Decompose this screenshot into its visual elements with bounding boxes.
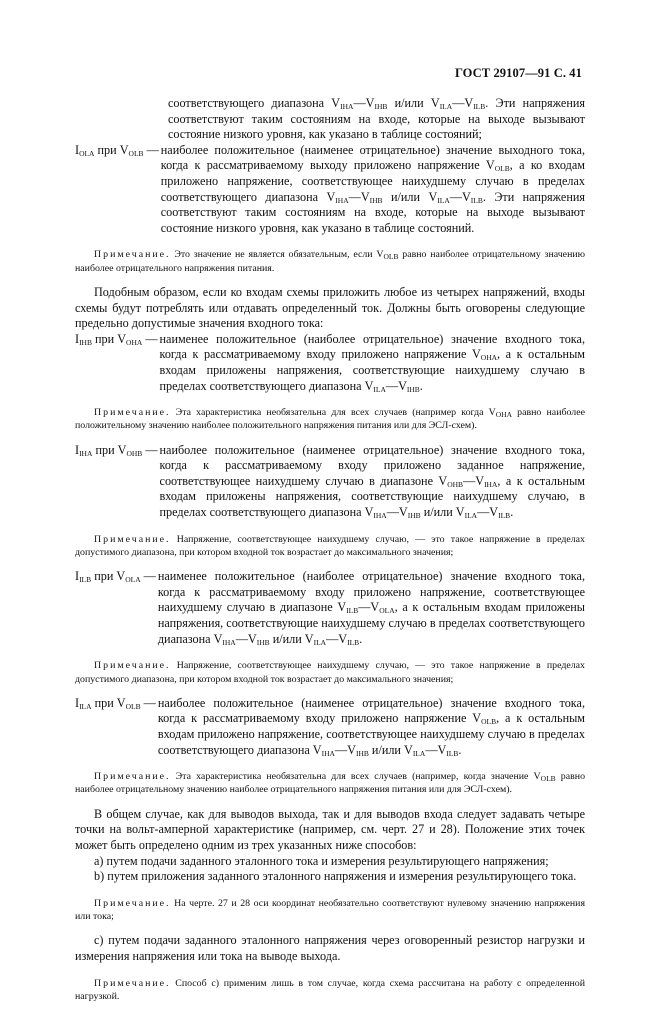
note-label: Примечание. xyxy=(94,407,171,419)
note-text: Это значение не является обязательным, если $V_{OLB}$ равно наиболее отрицательному значению наиболее отрицательного напряжения питания. xyxy=(75,249,586,274)
subscript: OLB xyxy=(383,252,399,262)
subscript: IHB xyxy=(79,337,92,347)
note-text: Напряжение, соответствующее наихудшему случаю, — это такое напряжение в пределах допустимого диапазона, при котором входной ток возрастает до максимального значения; xyxy=(75,660,585,685)
note-label: Примечание. xyxy=(94,660,171,672)
paragraph-continuation: соответствующего диапазона $V_{IHA}—V_{IHB}$ и/или $V_{ILA}—V_{ILB}$. Эти напряжения соответствуют таким состояниям на входе, которые на выходе вызывают состояние низкого уровня, как указано в таблице состояний; xyxy=(168,96,585,142)
list-item-a: а) путем подачи заданного эталонного тока и измерения результирующего напряжения; xyxy=(94,853,549,868)
subscript: OLB xyxy=(481,717,497,727)
subscript: IHB xyxy=(407,511,421,521)
definition-iilb xyxy=(75,569,585,647)
subscript: IHA xyxy=(79,448,93,458)
subscript: OLB xyxy=(494,164,510,174)
subscript: ILB xyxy=(473,102,486,111)
subscript: OLA xyxy=(379,606,395,616)
definition-text: наименее положительное (наиболее отрицательное) значение входного тока, когда к рассматриваемому входу приложено напряжение, соответствующее наихудшему случаю в диапазоне $V_{ILB}—V_{OLA}$, а к остальным входам приложены напряжения, соответствующие наихудшему случаю в пределах соответствующего диапазона $V_{IHA}—V_{IHB}$ и/или $V_{ILA}—V_{ILB}$. xyxy=(157,569,585,647)
note xyxy=(75,977,585,1004)
definition-term: $I_{OLA}$ при $V_{OLB}$ — xyxy=(75,142,159,158)
subscript: ILB xyxy=(446,748,459,758)
subscript: ILA xyxy=(464,511,478,521)
subscript: IHB xyxy=(406,384,420,394)
definition-iiha xyxy=(75,443,585,521)
subscript: ILB xyxy=(346,606,359,616)
note-text: На черте. 27 и 28 оси координат необязательно соответствуют нулевому значению напряжения или тока; xyxy=(75,897,585,923)
subscript: IHA xyxy=(373,511,387,521)
note-label: Примечание. xyxy=(94,897,171,909)
note-label: Примечание. xyxy=(94,533,171,545)
subscript: OLA xyxy=(79,148,95,158)
subscript: OLA xyxy=(125,575,141,585)
note xyxy=(75,770,585,797)
subscript: OHA xyxy=(495,410,513,420)
subscript: OLB xyxy=(540,774,556,784)
list-item-b: b) путем приложения заданного эталонного напряжения и измерения результирующего тока. xyxy=(94,869,577,884)
definition-iila xyxy=(75,696,585,758)
note-label: Примечание. xyxy=(94,249,171,261)
subscript: ILB xyxy=(347,637,360,647)
subscript: IHA xyxy=(222,637,236,647)
subscript: IHB xyxy=(355,748,369,758)
note xyxy=(75,533,585,560)
note xyxy=(75,248,585,275)
definition-text: наиболее положительное (наименее отрицательное) значение выходного тока, когда к рассматриваемому выходу приложено напряжение $V_{OLB}$, а ко входам приложено напряжение, соответствующее наихудшему случаю в пределах соответствующего диапазона $V_{IHA}—V_{IHB}$ и/или $V_{ILA}—V_{ILB}$. Эти напряжения соответствуют таким состояниям на входе, которые на выходе вызывают состояние низкого уровня, как указано в таблице состояний. xyxy=(160,142,585,235)
definition-term: $I_{ILA}$ при $V_{OLB}$ — xyxy=(75,695,156,711)
definition-term: $I_{ILB}$ при $V_{OLA}$ — xyxy=(75,569,156,585)
paragraph: В общем случае, как для выводов выхода, так и для выводов входа следует задавать четыре точки на вольт-амперной характеристике (например, см. черт. 27 и 28). Положение этих точек может быть определено одним из трех указанных ниже способов: xyxy=(75,806,585,852)
list-item-c: c) путем подачи заданного эталонного напряжения через оговоренный резистор нагрузки и измерения напряжения или тока на выводе выхода. xyxy=(75,933,585,963)
definition-iihb xyxy=(75,332,585,394)
note-text: Способ c) применим лишь в том случае, когда схема рассчитана на работу с определенной нагрузкой. xyxy=(75,977,586,1002)
subscript: ILA xyxy=(313,637,327,647)
subscript: ILA xyxy=(79,701,92,711)
note xyxy=(75,897,585,924)
note xyxy=(75,406,585,433)
definition-text: наименее положительное (наиболее отрицательное) значение входного тока, когда к рассматриваемому входу приложено напряжение $V_{OHA}$, а к остальным входам приложены напряжения, соответствующие наихудшему случаю в пределах соответствующего диапазона $V_{ILA}—V_{IHB}$. xyxy=(159,331,585,394)
subscript: OLB xyxy=(128,148,144,158)
page-header: ГОСТ 29107—91 С. 41 xyxy=(454,66,582,80)
subscript: IHA xyxy=(340,102,354,111)
definition-iola xyxy=(75,143,585,237)
note-text: Напряжение, соответствующее наихудшему случаю, — это такое напряжение в пределах допустимого диапазона, при котором входной ток возрастает до максимального значения; xyxy=(75,533,585,558)
subscript: IHB xyxy=(374,102,388,111)
subscript: IHB xyxy=(256,637,270,647)
note xyxy=(75,659,585,686)
subscript: ILA xyxy=(412,748,426,758)
subscript: OHA xyxy=(126,337,143,347)
definition-term: $I_{IHA}$ при $V_{OHB}$ — xyxy=(75,442,158,458)
definition-text: наиболее положительное (наименее отрицательное) значение входного тока, когда к рассматриваемому входу приложено напряжение $V_{OLB}$, а к остальным входам приложено напряжение, соответствующее наихудшему случаю в пределах соответствующего диапазона $V_{IHA}—V_{IHB}$ и/или $V_{ILA}—V_{ILB}$. xyxy=(157,695,585,758)
subscript: IHA xyxy=(484,479,498,489)
subscript: OHB xyxy=(447,479,464,489)
subscript: ILA xyxy=(439,102,453,111)
definition-term: $I_{IHB}$ при $V_{OHA}$ — xyxy=(75,331,158,347)
subscript: ILB xyxy=(498,511,511,521)
definition-text: наиболее положительное (наименее отрицательное) значение входного тока, когда к рассматриваемому входу приложено заданное напряжение, соответствующее наихудшему случаю в диапазоне $V_{OHB}—V_{IHA}$, а к остальным входам приложены напряжения, соответствующие наихудшему случаю, в пределах соответствующего диапазона $V_{IHA}—V_{IHB}$ и/или $V_{ILA}—V_{ILB}$. xyxy=(159,442,585,521)
subscript: IHA xyxy=(335,195,349,205)
subscript: OHA xyxy=(480,353,498,363)
note-text: Эта характеристика необязательна для всех случаев (например, когда значение $V_{OLB}$ равно наиболее отрицательному значению наиболее отрицательного напряжения питания или для ЭСЛ-схем). xyxy=(75,771,586,796)
subscript: OHB xyxy=(126,448,143,458)
subscript: ILA xyxy=(437,195,450,205)
subscript: ILB xyxy=(79,575,92,585)
page-content xyxy=(75,96,585,1013)
note-text: Эта характеристика необязательна для всех случаев (например когда $V_{OHA}$ равно наиболее положительному значению наиболее положительного напряжения питания или для ЭСЛ-схем). xyxy=(75,407,586,432)
note-label: Примечание. xyxy=(94,977,171,989)
subscript: OLB xyxy=(125,701,141,711)
paragraph: Подобным образом, если ко входам схемы приложить любое из четырех напряжений, входы схемы будут потреблять или отдавать определенный ток. Должны быть оговорены следующие предельно допустимые значения входного тока: xyxy=(75,284,585,331)
note-label: Примечание. xyxy=(94,771,171,783)
subscript: IHA xyxy=(321,748,335,758)
subscript: ILA xyxy=(373,384,386,394)
subscript: ILB xyxy=(470,195,483,205)
subscript: IHB xyxy=(369,195,383,205)
